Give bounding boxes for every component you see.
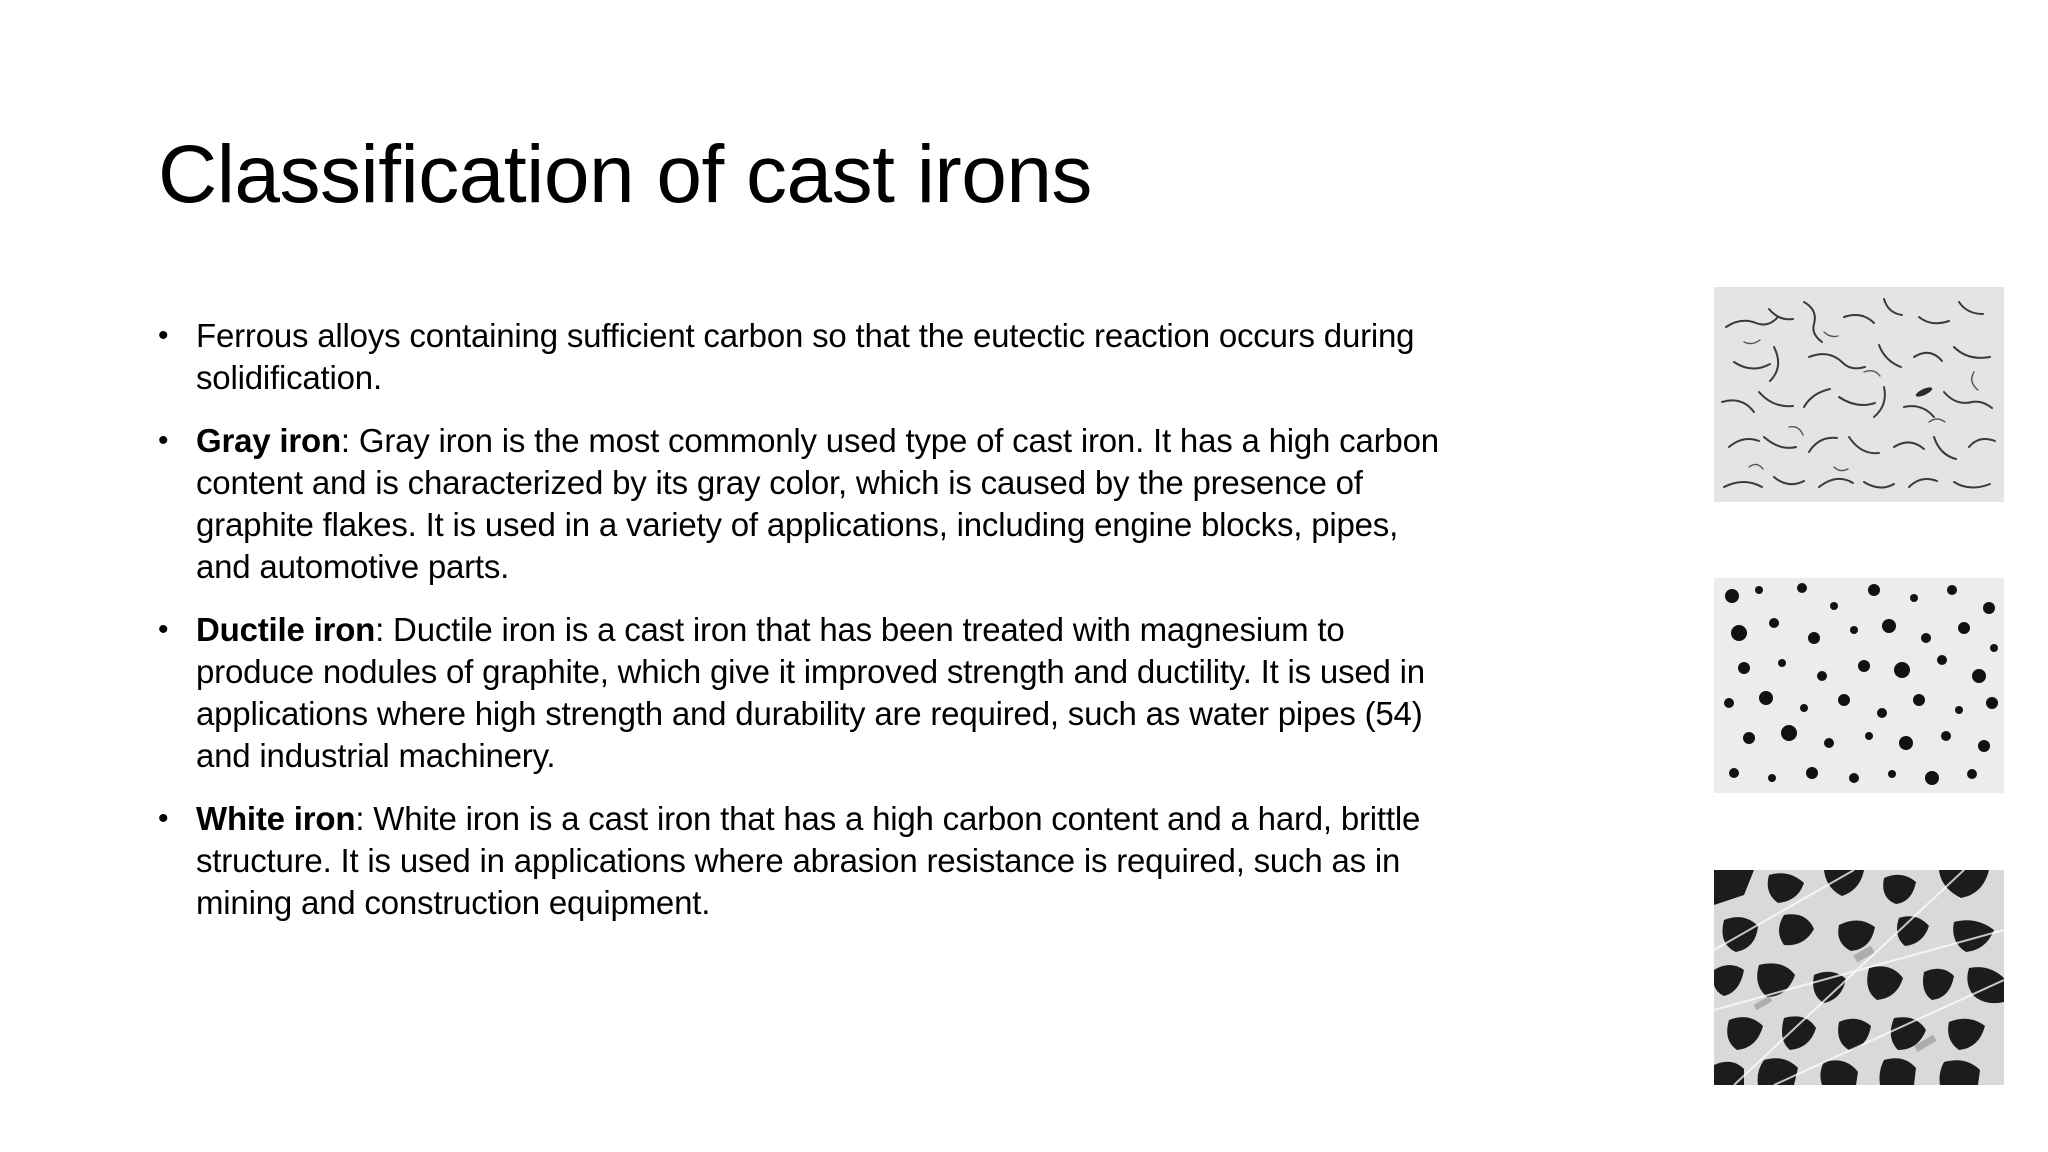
bullet-separator: : bbox=[355, 800, 365, 837]
bullet-item bbox=[158, 609, 1448, 777]
bullet-list bbox=[158, 315, 1448, 945]
bullet-glyph: • bbox=[158, 802, 169, 835]
bullet-term: Gray iron bbox=[196, 422, 341, 459]
bullet-glyph: • bbox=[158, 613, 169, 646]
bullet-separator: : bbox=[375, 611, 385, 648]
bullet-term: White iron bbox=[196, 800, 356, 837]
gray-iron-micrograph bbox=[1714, 287, 2004, 502]
bullet-item bbox=[158, 420, 1448, 588]
bullet-item bbox=[158, 798, 1448, 924]
bullet-text: White iron is a cast iron that has a high carbon content and a hard, brittle structure. It is used in applications where abrasion resistance is required, such as in mining and construction equipment. bbox=[196, 800, 1421, 921]
bullet-text: Ferrous alloys containing sufficient carbon so that the eutectic reaction occurs during solidification. bbox=[196, 317, 1415, 396]
bullet-item bbox=[158, 315, 1448, 399]
gray-iron-graphite-flakes-micrograph-icon bbox=[1714, 287, 2004, 502]
bullet-text: Ductile iron is a cast iron that has been treated with magnesium to produce nodules of graphite, which give it improved strength and ductility. It is used in applications where high strength and durability are required, such as water pipes (54) and industrial machinery. bbox=[196, 611, 1425, 774]
white-iron-carbide-micrograph-icon bbox=[1714, 870, 2004, 1085]
ductile-iron-micrograph bbox=[1714, 578, 2004, 793]
bullet-text: Gray iron is the most commonly used type of cast iron. It has a high carbon content and is characterized by its gray color, which is caused by the presence of graphite flakes. It is used in a variety of applications, including engine blocks, pipes, and automotive parts. bbox=[196, 422, 1439, 585]
bullet-term: Ductile iron bbox=[196, 611, 376, 648]
white-iron-micrograph bbox=[1714, 870, 2004, 1085]
bullet-separator: : bbox=[340, 422, 350, 459]
ductile-iron-graphite-nodules-micrograph-icon bbox=[1714, 578, 2004, 793]
bullet-glyph: • bbox=[158, 424, 169, 457]
slide-title: Classification of cast irons bbox=[158, 129, 1092, 220]
bullet-glyph: • bbox=[158, 319, 169, 352]
